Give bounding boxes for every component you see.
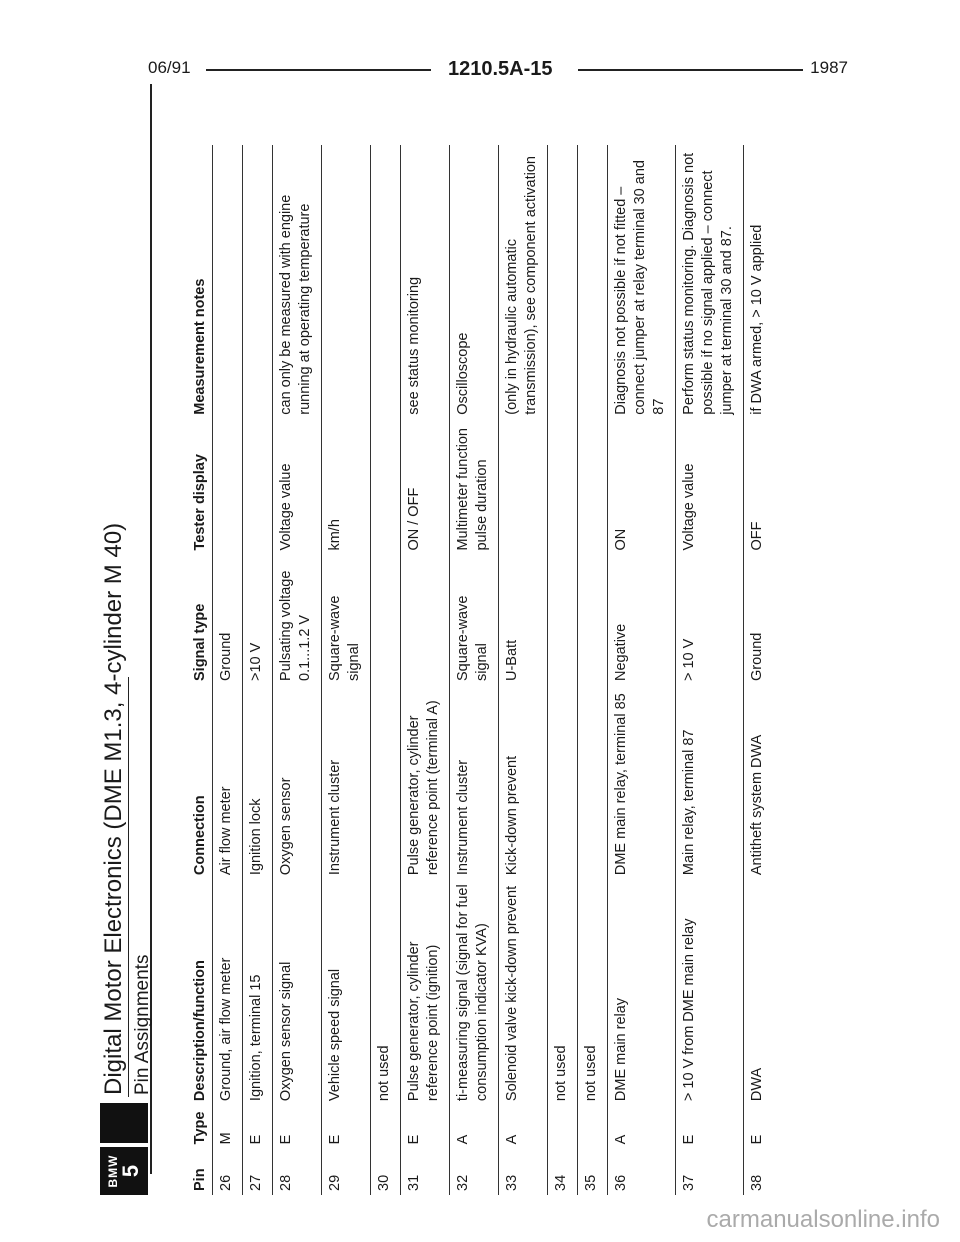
cell-signal-type: Square-wave signal: [450, 555, 499, 685]
table-header-row: [178, 145, 213, 1195]
cell-tester-display: ON / OFF: [401, 419, 450, 555]
cell-measurement-notes: [322, 145, 371, 419]
cell-type: E: [744, 1105, 774, 1148]
cell-description: > 10 V from DME main relay: [676, 879, 744, 1105]
table-row: [243, 145, 273, 1195]
cell-type: E: [322, 1105, 371, 1148]
cell-tester-display: OFF: [744, 419, 774, 555]
cell-description: Solenoid valve kick-down prevent: [499, 879, 548, 1105]
cell-tester-display: km/h: [322, 419, 371, 555]
table-row: [744, 145, 774, 1195]
cell-pin: 27: [243, 1148, 273, 1195]
cell-connection: Pulse generator, cylinder reference point (terminal A): [401, 685, 450, 879]
cell-description: DME main relay: [608, 879, 676, 1105]
cell-pin: 33: [499, 1148, 548, 1195]
pin-table: [178, 145, 773, 1195]
table-row: [548, 145, 578, 1195]
cell-signal-type: Ground: [213, 555, 243, 685]
cell-pin: 28: [273, 1148, 322, 1195]
cell-measurement-notes: Perform status monitoring. Diagnosis not possible if no signal applied – connect jumper at terminal 30 and 87.: [676, 145, 744, 419]
cell-signal-type: Ground: [744, 555, 774, 685]
badge-block: [100, 1103, 148, 1143]
cell-tester-display: [548, 419, 578, 555]
cell-description: Ground, air flow meter: [213, 879, 243, 1105]
table-row: [273, 145, 322, 1195]
cell-measurement-notes: if DWA armed, > 10 V applied: [744, 145, 774, 419]
header-year: 1987: [810, 58, 848, 77]
header-rule-left: [206, 69, 431, 71]
cell-connection: [548, 685, 578, 879]
cell-type: E: [401, 1105, 450, 1148]
page-subtitle: Pin Assignments: [132, 954, 153, 1095]
cell-signal-type: Pulsating voltage 0.1...1.2 V: [273, 555, 322, 685]
cell-pin: 38: [744, 1148, 774, 1195]
cell-type: E: [676, 1105, 744, 1148]
cell-pin: 26: [213, 1148, 243, 1195]
page-title: Digital Motor Electronics (DME M1.3, 4-cylinder M 40): [100, 522, 127, 1095]
cell-measurement-notes: see status monitoring: [401, 145, 450, 419]
cell-signal-type: [548, 555, 578, 685]
cell-connection: Oxygen sensor: [273, 685, 322, 879]
cell-connection: Instrument cluster: [450, 685, 499, 879]
cell-type: E: [273, 1105, 322, 1148]
cell-description: Ignition, terminal 15: [243, 879, 273, 1105]
table-row: [578, 145, 608, 1195]
cell-connection: Main relay, terminal 87: [676, 685, 744, 879]
cell-measurement-notes: [548, 145, 578, 419]
header-date: 06/91: [148, 58, 191, 77]
table-row: [499, 145, 548, 1195]
bmw-badge: [100, 1147, 148, 1195]
table-row: [676, 145, 744, 1195]
cell-type: A: [608, 1105, 676, 1148]
cell-pin: 30: [371, 1148, 401, 1195]
table-row: [608, 145, 676, 1195]
cell-type: M: [213, 1105, 243, 1148]
col-signal-type: Signal type: [192, 603, 208, 681]
rotated-page: [100, 145, 840, 1195]
watermark: carmanualsonline.info: [706, 1206, 940, 1233]
cell-signal-type: Negative: [608, 555, 676, 685]
cell-connection: DME main relay, terminal 85: [608, 685, 676, 879]
table-row: [371, 145, 401, 1195]
cell-type: A: [450, 1105, 499, 1148]
cell-connection: [371, 685, 401, 879]
cell-signal-type: [371, 555, 401, 685]
header-rule-right: [578, 69, 803, 71]
cell-tester-display: [371, 419, 401, 555]
badge-number: 5: [118, 1164, 143, 1178]
cell-signal-type: [578, 555, 608, 685]
col-measurement-notes: Measurement notes: [192, 278, 208, 415]
col-description: Description/function: [192, 960, 208, 1102]
cell-description: DWA: [744, 879, 774, 1105]
cell-connection: [578, 685, 608, 879]
cell-pin: 31: [401, 1148, 450, 1195]
cell-description: Pulse generator, cylinder reference point (ignition): [401, 879, 450, 1105]
col-type: Type: [192, 1111, 208, 1145]
cell-type: E: [243, 1105, 273, 1148]
cell-tester-display: Voltage value: [273, 419, 322, 555]
cell-description: not used: [371, 879, 401, 1105]
cell-signal-type: Square-wave signal: [322, 555, 371, 685]
cell-pin: 32: [450, 1148, 499, 1195]
header-code: 1210.5A-15: [448, 58, 553, 80]
table-row: [401, 145, 450, 1195]
cell-connection: Kick-down prevent: [499, 685, 548, 879]
cell-pin: 36: [608, 1148, 676, 1195]
cell-connection: Antitheft system DWA: [744, 685, 774, 879]
table-row: [450, 145, 499, 1195]
cell-description: ti-measuring signal (signal for fuel consumption indicator KVA): [450, 879, 499, 1105]
cell-type: [548, 1105, 578, 1148]
cell-tester-display: [243, 419, 273, 555]
page-header: [148, 58, 848, 82]
cell-type: A: [499, 1105, 548, 1148]
cell-connection: Ignition lock: [243, 685, 273, 879]
cell-measurement-notes: [213, 145, 243, 419]
cell-tester-display: ON: [608, 419, 676, 555]
col-tester-display: Tester display: [192, 454, 208, 551]
title-rule: [128, 677, 129, 1097]
badge-brand: BMW: [106, 1154, 120, 1188]
cell-measurement-notes: [578, 145, 608, 419]
cell-pin: 29: [322, 1148, 371, 1195]
table-row: [322, 145, 371, 1195]
cell-signal-type: >10 V: [243, 555, 273, 685]
cell-description: not used: [548, 879, 578, 1105]
cell-connection: Instrument cluster: [322, 685, 371, 879]
cell-measurement-notes: [243, 145, 273, 419]
cell-measurement-notes: Diagnosis not possible if not fitted – connect jumper at relay terminal 30 and 87: [608, 145, 676, 419]
cell-measurement-notes: can only be measured with engine running at operating temperature: [273, 145, 322, 419]
cell-measurement-notes: [371, 145, 401, 419]
cell-pin: 34: [548, 1148, 578, 1195]
cell-description: Vehicle speed signal: [322, 879, 371, 1105]
cell-tester-display: [499, 419, 548, 555]
cell-measurement-notes: (only in hydraulic automatic transmission), see component activation: [499, 145, 548, 419]
cell-tester-display: [578, 419, 608, 555]
cell-description: Oxygen sensor signal: [273, 879, 322, 1105]
cell-type: [578, 1105, 608, 1148]
cell-measurement-notes: Oscilloscope: [450, 145, 499, 419]
cell-tester-display: [213, 419, 243, 555]
col-pin: Pin: [192, 1168, 208, 1191]
cell-connection: Air flow meter: [213, 685, 243, 879]
cell-pin: 37: [676, 1148, 744, 1195]
col-connection: Connection: [192, 795, 208, 876]
cell-signal-type: U-Batt: [499, 555, 548, 685]
cell-signal-type: > 10 V: [676, 555, 744, 685]
table-body: [213, 145, 774, 1195]
cell-pin: 35: [578, 1148, 608, 1195]
table-row: [213, 145, 243, 1195]
cell-signal-type: [401, 555, 450, 685]
cell-tester-display: Multimeter function pulse duration: [450, 419, 499, 555]
cell-type: [371, 1105, 401, 1148]
cell-tester-display: Voltage value: [676, 419, 744, 555]
cell-description: not used: [578, 879, 608, 1105]
